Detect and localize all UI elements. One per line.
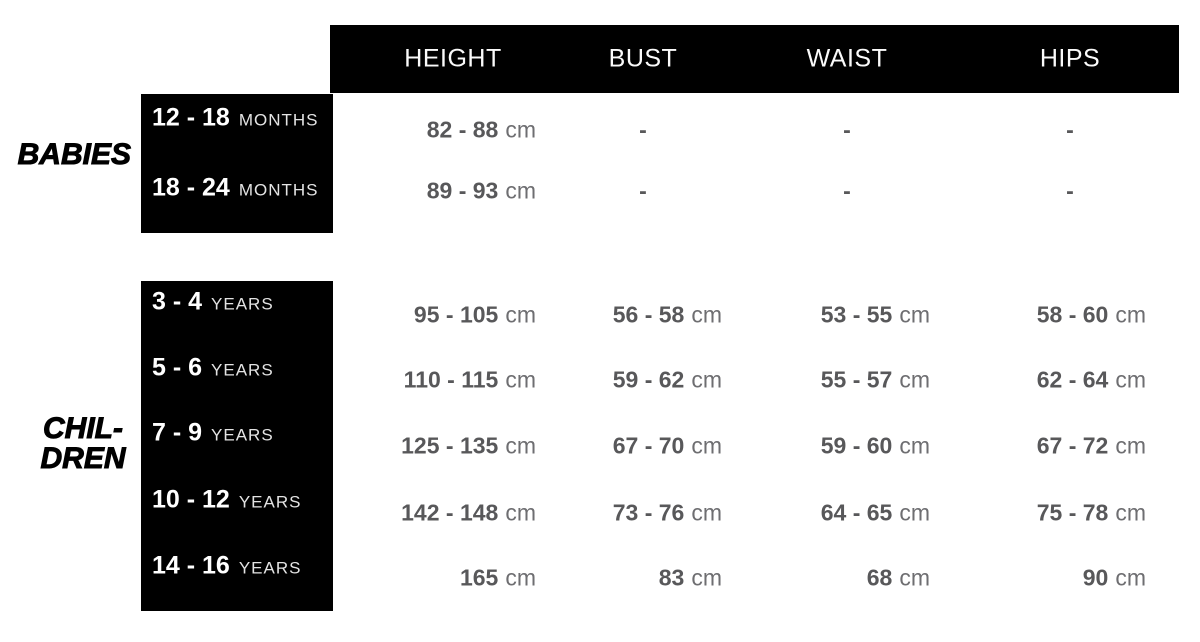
age-row-label xyxy=(152,288,274,317)
table-cell-height xyxy=(401,500,536,527)
measure-unit: cm xyxy=(505,499,536,526)
measure-value: 83 xyxy=(658,564,685,591)
section-title-children-line1: CHIL- xyxy=(43,412,123,445)
measure-unit: cm xyxy=(899,432,930,459)
measure-value: 90 xyxy=(1082,564,1109,591)
measure-value: 75 - 78 xyxy=(1036,499,1109,526)
table-cell-height xyxy=(427,178,536,205)
age-range: 10 - 12 xyxy=(152,485,230,514)
column-header-height: HEIGHT xyxy=(404,44,502,73)
age-range: 12 - 18 xyxy=(152,103,230,132)
measure-value: 58 - 60 xyxy=(1036,301,1109,328)
table-cell-height xyxy=(401,433,536,460)
measure-unit: cm xyxy=(691,432,722,459)
column-header-hips: HIPS xyxy=(1039,44,1101,73)
table-cell-height xyxy=(427,117,536,144)
measure-value: 82 - 88 xyxy=(426,116,499,143)
measure-value: 55 - 57 xyxy=(820,366,893,393)
age-row-label xyxy=(152,486,301,515)
table-cell-height xyxy=(404,367,536,394)
measure-unit: cm xyxy=(1115,564,1146,591)
table-cell-waist xyxy=(821,500,930,527)
table-cell-hips xyxy=(1037,433,1146,460)
table-cell-hips-empty: - xyxy=(1066,116,1074,143)
table-cell-hips xyxy=(1037,302,1146,329)
measure-value: 142 - 148 xyxy=(401,499,499,526)
table-cell-height xyxy=(460,565,536,592)
age-row-label xyxy=(152,552,301,581)
measure-unit: cm xyxy=(1115,301,1146,328)
measure-value: 110 - 115 xyxy=(403,366,499,393)
age-unit: YEARS xyxy=(211,294,274,314)
measure-unit: cm xyxy=(899,366,930,393)
measure-unit: cm xyxy=(899,301,930,328)
table-cell-height xyxy=(414,302,536,329)
measure-unit: cm xyxy=(691,301,722,328)
measure-unit: cm xyxy=(1115,366,1146,393)
age-row-label xyxy=(152,174,319,203)
children-age-panel xyxy=(141,281,333,611)
table-cell-bust xyxy=(613,500,722,527)
measure-unit: cm xyxy=(1115,499,1146,526)
table-cell-bust-empty: - xyxy=(639,116,647,143)
measure-unit: cm xyxy=(505,432,536,459)
measure-unit: cm xyxy=(505,301,536,328)
table-cell-bust xyxy=(659,565,722,592)
measure-unit: cm xyxy=(505,116,536,143)
age-unit: YEARS xyxy=(238,558,302,578)
section-title-babies: BABIES xyxy=(17,138,131,171)
measure-value: 165 xyxy=(459,564,499,591)
measure-unit: cm xyxy=(691,499,722,526)
measure-unit: cm xyxy=(899,499,930,526)
table-cell-bust xyxy=(613,302,722,329)
age-unit: MONTHS xyxy=(238,110,319,130)
measure-value: 67 - 70 xyxy=(612,432,685,459)
table-cell-waist xyxy=(821,367,930,394)
measure-unit: cm xyxy=(505,564,536,591)
table-cell-waist-empty: - xyxy=(843,177,851,204)
measure-value: 89 - 93 xyxy=(426,177,499,204)
measure-value: 125 - 135 xyxy=(401,432,499,459)
age-unit: YEARS xyxy=(211,425,274,445)
measure-unit: cm xyxy=(1115,432,1146,459)
measure-value: 59 - 60 xyxy=(820,432,893,459)
table-cell-hips-empty: - xyxy=(1066,177,1074,204)
age-row-label xyxy=(152,419,274,448)
age-row-label xyxy=(152,354,274,383)
age-range: 14 - 16 xyxy=(152,551,230,580)
table-cell-waist-empty: - xyxy=(843,116,851,143)
table-cell-bust xyxy=(613,367,722,394)
age-row-label xyxy=(152,104,319,133)
column-header-bust: BUST xyxy=(608,44,678,73)
measure-value: 95 - 105 xyxy=(413,301,499,328)
measure-value: 62 - 64 xyxy=(1036,366,1109,393)
babies-age-panel xyxy=(141,94,333,233)
measure-unit: cm xyxy=(691,366,722,393)
table-cell-waist xyxy=(867,565,930,592)
section-title-children-line2: DREN xyxy=(40,442,126,475)
table-cell-hips xyxy=(1037,500,1146,527)
table-cell-waist xyxy=(821,433,930,460)
measure-unit: cm xyxy=(505,366,536,393)
measure-value: 59 - 62 xyxy=(612,366,685,393)
table-cell-hips xyxy=(1083,565,1146,592)
age-range: 18 - 24 xyxy=(152,173,230,202)
table-cell-waist xyxy=(821,302,930,329)
section-title-children xyxy=(20,414,146,474)
measure-value: 53 - 55 xyxy=(820,301,893,328)
table-cell-bust xyxy=(613,433,722,460)
age-range: 7 - 9 xyxy=(152,418,203,447)
age-unit: MONTHS xyxy=(238,180,319,200)
measure-unit: cm xyxy=(899,564,930,591)
measure-value: 64 - 65 xyxy=(820,499,893,526)
table-cell-bust-empty: - xyxy=(639,177,647,204)
age-unit: YEARS xyxy=(238,492,302,512)
measure-value: 56 - 58 xyxy=(612,301,685,328)
measure-unit: cm xyxy=(691,564,722,591)
age-range: 3 - 4 xyxy=(152,287,203,316)
age-range: 5 - 6 xyxy=(152,353,203,382)
measure-unit: cm xyxy=(505,177,536,204)
measure-value: 73 - 76 xyxy=(612,499,685,526)
column-header-waist: WAIST xyxy=(806,44,888,73)
measure-value: 67 - 72 xyxy=(1036,432,1109,459)
table-cell-hips xyxy=(1037,367,1146,394)
age-unit: YEARS xyxy=(211,360,274,380)
measure-value: 68 xyxy=(866,564,893,591)
